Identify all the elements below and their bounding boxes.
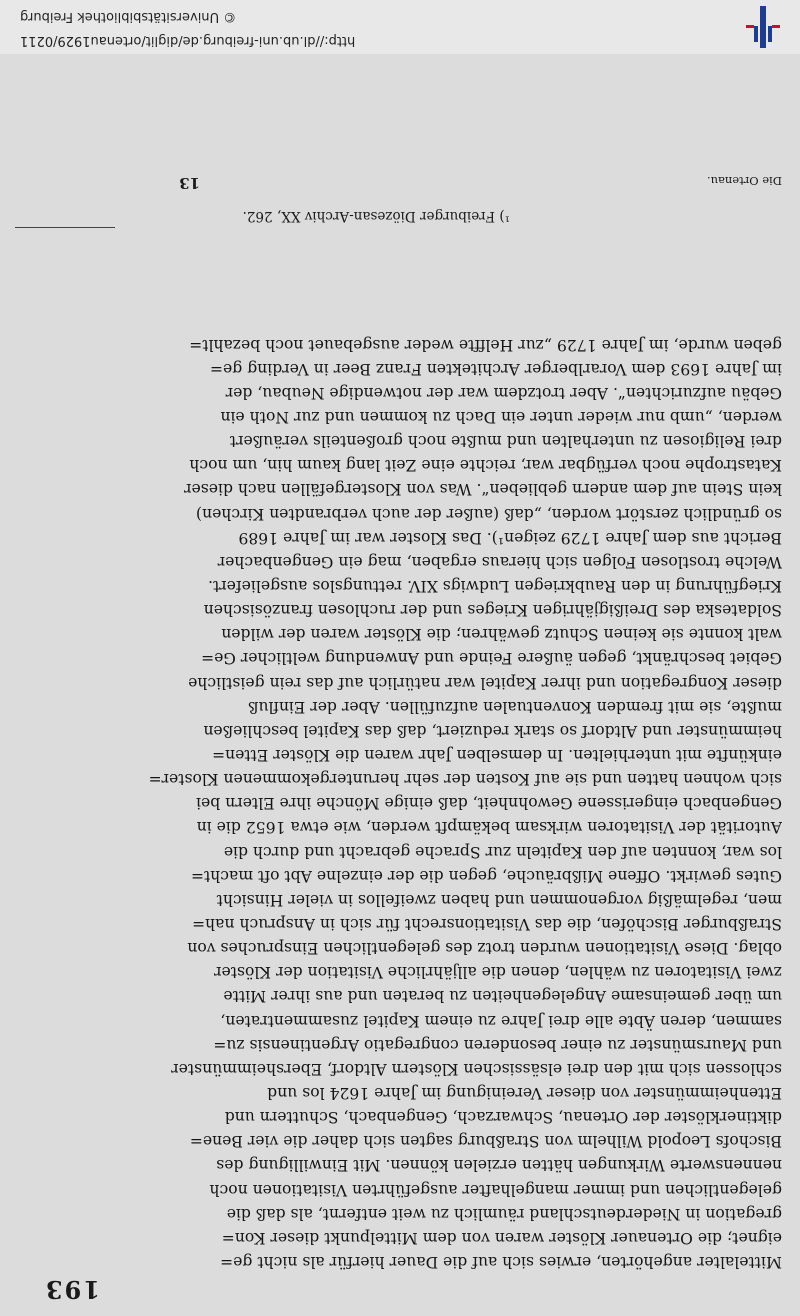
body-line: drei Religiosen zu unterhalten und mußte noch großenteils veräußert — [229, 432, 782, 451]
footnote-rule — [15, 227, 115, 228]
body-line: Katastrophe noch verfügbar war, reichte eine Zeit lang kaum hin, um noch — [189, 456, 782, 475]
body-line: geben wurde, im Jahre 1729 „zur Helffte weder ausgebauet noch bezahlt= — [189, 335, 782, 354]
body-text — [16, 333, 782, 1274]
signature-title: Die Ortenau. — [706, 174, 782, 188]
source-url-link[interactable]: http://dl.ub.uni-freiburg.de/diglit/ortenau1929/0211 — [20, 33, 356, 48]
footnote: ¹) Freiburger Diözesan-Archiv XX, 262. — [242, 208, 510, 224]
body-line: zwei Visitatoren zu wählen, denen die alljährliche Visitation der Klöster — [214, 963, 782, 982]
body-line: um über gemeinsame Angelegenheiten zu beraten und aus ihrer Mitte — [223, 987, 782, 1006]
body-line: Mittelalter angehörten, erwies sich auf die Dauer hierfür als nicht ge= — [220, 1253, 782, 1271]
body-line: sich wohnen hatten und sie auf Kosten der sehr heruntergekommenen Kloster= — [148, 770, 782, 789]
body-line: schlossen sich mit den drei elsässischen Klöstern Altdorf, Ebersheimmünster — [171, 1059, 782, 1078]
body-line: oblag. Diese Visitationen wurden trotz des gelegentlichen Einspruches von — [187, 939, 782, 958]
body-line: dieser Kongregation und ihrer Kapitel war natürlich auf das rein geistliche — [188, 673, 782, 692]
book-page — [0, 54, 800, 1316]
body-line: Welche trostlosen Folgen sich hieraus ergaben, mag ein Gengenbacher — [217, 552, 782, 571]
body-line: Gengenbach eingerissene Gewohnheit, daß einige Mönche ihre Eltern bei — [196, 794, 782, 813]
body-line: heimmünster und Altdorf so stark reduziert, daß das Kapitel beschließen — [203, 721, 782, 740]
body-line: werden, „umb nur wieder unter ein Dach zu kommen und zur Noth ein — [220, 408, 782, 427]
body-line: eignet; die Ortenauer Klöster waren von dem Mittelpunkt dieser Kon= — [221, 1228, 782, 1247]
body-line: so gründlich zerstört worden, „daß (außer der auch verbrandten Kirchen) — [195, 504, 782, 523]
body-line: und Maursmünster zu einer besonderen congregatio Argentinensis zu= — [213, 1035, 782, 1054]
body-line: Straßburger Bischöfen, die das Visitationsrecht für sich in Anspruch nah= — [192, 915, 782, 934]
body-line: Autorität der Visitatoren wirksam bekämpft werden, wie etwa 1652 die in — [196, 818, 782, 837]
body-line: Soldateska des Dreißigjährigen Krieges und der ruchlosen französischen — [203, 601, 782, 620]
body-line: Bischofs Leopold Wilhelm von Straßburg sagten sich daher die vier Bene= — [189, 1132, 782, 1151]
body-line: kein Stein auf dem andern geblieben“. Was von Klostergefällen nach dieser — [184, 480, 782, 499]
body-line: diktinerklöster der Ortenau, Schwarzach, Gengenbach, Schuttern und — [224, 1108, 782, 1127]
body-line: men, regelmäßig vorgenommen und haben zweifellos in vieler Hinsicht — [216, 890, 782, 909]
body-line: Gutes gewirkt. Offene Mißbräuche, gegen die der einzelne Abt oft macht= — [190, 866, 782, 885]
body-line: einkünfte mit unterhielten. In demselben Jahr waren die Klöster Etten= — [211, 746, 782, 765]
copyright-notice: © Universitätsbibliothek Freiburg — [20, 9, 237, 24]
body-line: Ettenheimmünster von dieser Vereinigung im Jahre 1624 los und — [267, 1084, 782, 1103]
body-line: gelegentlichen und immer mangelhafter ausgeführten Visitationen noch — [209, 1180, 782, 1199]
signature-number: 13 — [179, 174, 200, 192]
body-line: walt konnte sie keinen Schutz gewähren; die Klöster waren der wilden — [221, 625, 782, 644]
page-number: 193 — [43, 1275, 100, 1304]
body-line: Gebäu aufzurichten“. Aber trotzdem war der notwendige Neubau, der — [225, 383, 782, 402]
digitization-footer — [0, 0, 800, 54]
body-line: nennenswerte Wirkungen hätten erzielen können. Mit Einwilligung des — [216, 1156, 782, 1175]
body-line: sammen, deren Äbte alle drei Jahre zu einem Kapitel zusammentraten, — [220, 1011, 782, 1030]
body-line: Bericht aus dem Jahre 1729 zeigen¹). Das Kloster war im Jahre 1689 — [238, 528, 782, 547]
ub-freiburg-logo-icon — [742, 6, 782, 48]
body-line: mußte, sie mit fremden Konventualen aufzufüllen. Aber der Einfluß — [248, 697, 782, 716]
body-line: im Jahre 1693 dem Vorarlberger Architekten Franz Beer in Verding ge= — [209, 359, 782, 378]
body-line: Kriegführung in den Raubkriegen Ludwigs XIV. rettungslos ausgeliefert. — [207, 577, 782, 596]
body-line: gregation in Niederdeutschland räumlich zu weit entfernt, als daß die — [226, 1204, 782, 1223]
body-line: Gebiet beschränkt, gegen äußere Feinde und Anwendung weltlicher Ge= — [201, 649, 782, 668]
body-line: los war, konnten auf den Kapiteln zur Sprache gebracht und durch die — [223, 842, 782, 861]
